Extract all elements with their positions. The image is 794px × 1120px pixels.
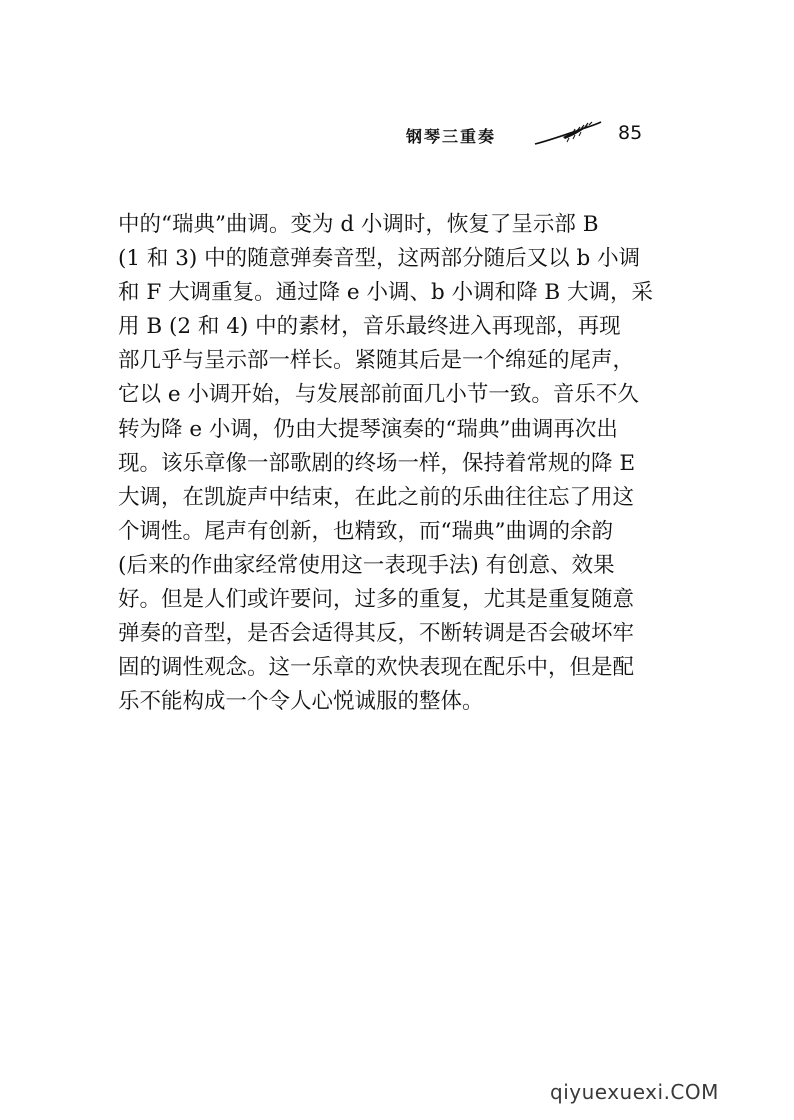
text-line: (后来的作曲家经常使用这一表现手法) 有创意、效果 <box>118 552 615 578</box>
body-text <box>118 208 688 719</box>
page-number: 85 <box>618 122 643 144</box>
text-line: 转为降 e 小调，仍由大提琴演奏的“瑞典”曲调再次出 <box>118 416 618 442</box>
running-header-title: 钢琴三重奏 <box>406 127 497 146</box>
text-line: 现。该乐章像一部歌剧的终场一样，保持着常规的降 E <box>118 450 636 476</box>
text-line: 好。但是人们或许要问，过多的重复，尤其是重复随意 <box>118 587 635 613</box>
text-line: 大调，在凯旋声中结束，在此之前的乐曲往往忘了用这 <box>118 484 635 510</box>
site-watermark: qiyuexuexi.COM <box>550 1080 719 1104</box>
decorative-flourish-icon <box>533 120 603 148</box>
text-line: 它以 e 小调开始，与发展部前面几小节一致。音乐不久 <box>118 382 639 408</box>
text-line: 乐不能构成一个令人心悦诚服的整体。 <box>118 689 484 715</box>
text-line: 弹奏的音型，是否会适得其反，不断转调是否会破坏牢 <box>118 621 635 647</box>
text-line: 固的调性观念。这一乐章的欢快表现在配乐中，但是配 <box>118 655 635 681</box>
text-line: 部几乎与呈示部一样长。紧随其后是一个绵延的尾声， <box>118 348 635 374</box>
text-line: 和 F 大调重复。通过降 e 小调、b 小调和降 B 大调，采 <box>118 280 654 306</box>
text-line: 中的“瑞典”曲调。变为 d 小调时，恢复了呈示部 B <box>118 212 599 237</box>
text-line: 个调性。尾声有创新，也精致，而“瑞典”曲调的余韵 <box>118 518 613 544</box>
text-line: (1 和 3) 中的随意弹奏音型，这两部分随后又以 b 小调 <box>118 246 641 272</box>
text-line: 用 B (2 和 4) 中的素材，音乐最终进入再现部，再现 <box>118 314 621 340</box>
running-header <box>406 118 666 158</box>
